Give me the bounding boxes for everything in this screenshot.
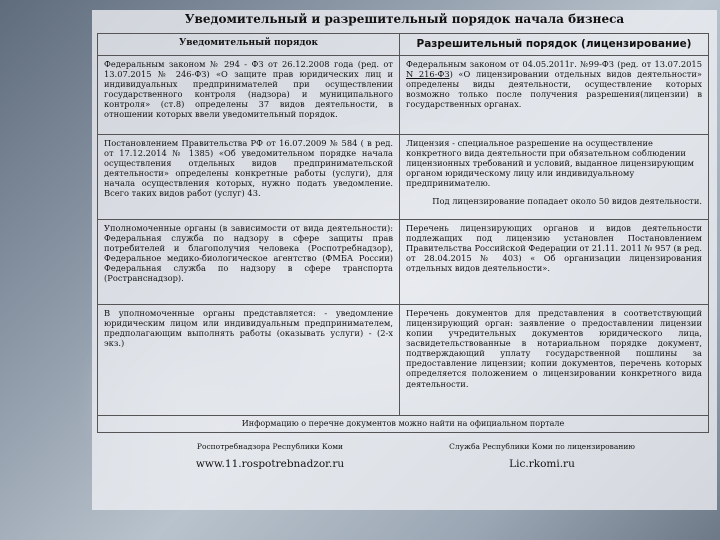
footer-left-url[interactable]: www.11.rospotrebnadzor.ru: [195, 458, 345, 470]
row4-left-cell: В уполномоченные органы представляется: - уведомление юридическим лицом или индивидуальным предпринимателем, предполагающим выполнять работы (оказывать услуги) - (2-х экз.): [98, 304, 400, 415]
footer-right-url[interactable]: Lic.rkomi.ru: [509, 458, 575, 470]
footer-right-org: Служба Республики Коми по лицензированию: [449, 442, 635, 451]
footer-rospotrebnadzor: [160, 442, 380, 470]
portal-info-note: Информацию о перечне документов можно найти на официальном портале: [98, 415, 709, 432]
row2-spacer: [406, 188, 702, 196]
table-row: [98, 219, 709, 304]
table-row: [98, 134, 709, 219]
header-licensing: Разрешительный порядок (лицензирование): [400, 34, 709, 56]
table-note-row: [98, 415, 709, 432]
comparison-table: [97, 33, 709, 433]
header-notification: Уведомительный порядок: [98, 34, 400, 56]
row4-right-cell: Перечень документов для представления в соответствующий лицензирующий орган: заявление о предоставлении лицензии копии учредительных документов юридического лица, засвидетельствованные в нотариальном порядке документ, подтверждающий уплату государственной пошлины за предоставление лицензии; копии документов, перечень которых определяется положением о лицензировании конкретного вида деятельности.: [400, 304, 709, 415]
row1-right-cell: [400, 55, 709, 134]
row3-right-cell: Перечень лицензирующих органов и видов деятельности подлежащих под лицензию установлен Постановлением Правительства Российской Федерации от 21.11. 2011 № 957 (в ред. от 28.04.2015 № 403) « Об организации лицензирования отдельных видов деятельности».: [400, 219, 709, 304]
table-row: [98, 55, 709, 134]
row2-right-note: Под лицензирование попадает около 50 видов деятельности.: [432, 196, 702, 207]
law-link[interactable]: N 216-ФЗ: [406, 68, 450, 79]
page-title: Уведомительный и разрешительный порядок начала бизнеса: [184, 12, 625, 26]
row2-left-cell: Постановлением Правительства РФ от 16.07.2009 № 584 ( в ред. от 17.12.2014 № 1385) «Об уведомительном порядке начала осуществления отдельных видов предпринимательской деятельности» определены конкретные работы (услуги), для начала осуществления которых, нужно подать уведомление. Всего таких видов работ (услуг) 43.: [98, 134, 400, 219]
row2-right-cell: [400, 134, 709, 219]
row1-left-cell: Федеральным законом № 294 - ФЗ от 26.12.2008 года (ред. от 13.07.2015 № 246-ФЗ) «О защите прав юридических лиц и индивидуальных предпринимателей при осуществлении государственного контроля (надзора) и муниципального контроля» (ст.8) определены 37 видов деятельности, в отношении которых ввели уведомительный порядок.: [98, 55, 400, 134]
table-header-row: [98, 34, 709, 56]
row1-right-text: Федеральным законом от 04.05.2011г. №99-ФЗ (ред. от 13.07.2015: [406, 58, 702, 69]
row3-left-cell: Уполномоченные органы (в зависимости от вида деятельности): Федеральная служба по надзору в сфере защиты прав потребителей и благополучия человека (Роспотребнадзор), Федеральное медико-биологическое агентство (ФМБА России) Федеральная служба по надзору в сфере транспорта (Ространснадзор).: [98, 219, 400, 304]
row1-right-text-end: ) «О лицензировании отдельных видов деятельности» определены виды деятельности, осуществление которых возможно только после получения разрешения(лицензии) в государственных органах.: [406, 68, 702, 110]
footer-left-org: Роспотребнадзора Республики Коми: [196, 442, 344, 451]
table-row: [98, 304, 709, 415]
footer-licensing-service: [432, 442, 652, 470]
row2-right-text: Лицензия - специальное разрешение на осуществление конкретного вида деятельности при обязательном соблюдении лицензионных требований и условий, выданное лицензирующим органом юридическому лицу или индивидуальному предпринимателю.: [406, 137, 694, 189]
